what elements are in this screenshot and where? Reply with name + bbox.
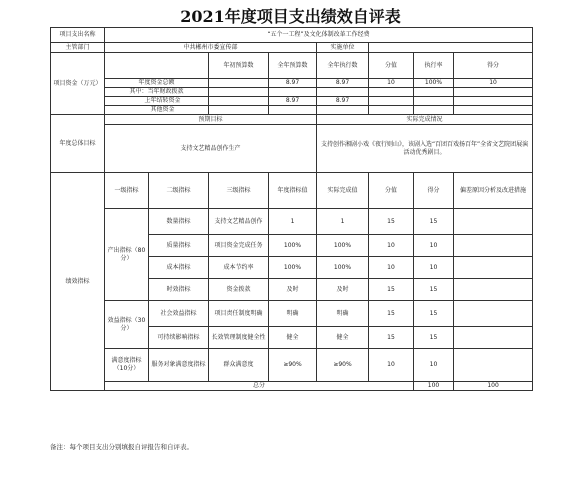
- perf-analysis: [454, 301, 533, 327]
- funds-row-initial: [209, 79, 269, 88]
- funds-header-initial: 年初预算数: [209, 53, 269, 79]
- perf-score: 10: [414, 349, 454, 382]
- evaluation-table: [50, 27, 533, 391]
- goals-header-row: [51, 115, 533, 125]
- funds-label: 项目资金（万元）: [51, 53, 105, 115]
- perf-header-l3: 三级指标: [209, 173, 269, 209]
- perf-header-l1: 一级指标: [105, 173, 149, 209]
- funds-row-rate: 100%: [414, 79, 454, 88]
- perf-l2: 社会效益指标: [149, 301, 209, 327]
- perf-l3: 长效管理制度健全性: [209, 327, 269, 349]
- perf-l2: 数量指标: [149, 209, 209, 235]
- impl-label: 实施单位: [317, 43, 369, 53]
- page-title: 2021年度项目支出绩效自评表: [180, 7, 401, 26]
- perf-l3: 项目责任制度明确: [209, 301, 269, 327]
- funds-row-name: 上年结转资金: [105, 97, 209, 106]
- funds-row-score: [454, 88, 533, 97]
- funds-row: [51, 97, 533, 106]
- perf-header-actual: 实际完成值: [317, 173, 369, 209]
- perf-analysis: [454, 257, 533, 279]
- perf-actual: 及时: [317, 279, 369, 301]
- perf-score: 15: [414, 209, 454, 235]
- funds-header-blank: [105, 53, 209, 79]
- funds-header-budget: 全年预算数: [269, 53, 317, 79]
- funds-row-budget: 8.97: [269, 79, 317, 88]
- perf-analysis: [454, 209, 533, 235]
- perf-target: 明确: [269, 301, 317, 327]
- funds-row-score: [454, 97, 533, 106]
- perf-analysis: [454, 349, 533, 382]
- perf-value: 15: [369, 279, 414, 301]
- goals-expected: 支持文艺精品创作生产: [105, 125, 317, 173]
- perf-l3: 支持文艺精品创作: [209, 209, 269, 235]
- perf-actual: ≥90%: [317, 349, 369, 382]
- funds-row-rate: [414, 106, 454, 115]
- funds-row-name: 年度资金总额: [105, 79, 209, 88]
- project-label: 项目支出名称: [51, 28, 105, 43]
- perf-header-l2: 二级指标: [149, 173, 209, 209]
- project-value: “五个一工程”及文化体制改革工作经费: [105, 28, 533, 43]
- goals-content-row: [51, 125, 533, 173]
- perf-group-satisfaction: 满意度指标（10分）: [105, 349, 149, 382]
- footnote: 备注：每个项目支出分别填报自评报告和自评表。: [50, 443, 193, 451]
- funds-row-exec: [317, 88, 369, 97]
- perf-value: 15: [369, 327, 414, 349]
- perf-score: 15: [414, 279, 454, 301]
- funds-header-exec: 全年执行数: [317, 53, 369, 79]
- perf-header-value: 分值: [369, 173, 414, 209]
- evaluation-table-frame: [50, 27, 532, 439]
- perf-target: 100%: [269, 235, 317, 257]
- perf-actual: 100%: [317, 235, 369, 257]
- funds-row-name: 其中：当年财政拨款: [105, 88, 209, 97]
- perf-header-score: 得分: [414, 173, 454, 209]
- perf-l3: 资金拨款: [209, 279, 269, 301]
- goals-label: 年度总体目标: [51, 115, 105, 173]
- funds-row-value: [369, 97, 414, 106]
- impl-value: [369, 43, 533, 53]
- perf-actual: 1: [317, 209, 369, 235]
- goals-actual-header: 实际完成情况: [317, 115, 533, 125]
- perf-score: 10: [414, 235, 454, 257]
- funds-row-rate: [414, 97, 454, 106]
- funds-row: [51, 106, 533, 115]
- perf-label: 绩效指标: [51, 173, 105, 391]
- perf-l3: 成本节约率: [209, 257, 269, 279]
- total-score: 100: [454, 382, 533, 391]
- funds-row-exec: 8.97: [317, 97, 369, 106]
- perf-target: ≥90%: [269, 349, 317, 382]
- perf-l2: 服务对象满意度指标: [149, 349, 209, 382]
- funds-row-value: [369, 88, 414, 97]
- funds-row: [51, 88, 533, 97]
- perf-value: 15: [369, 301, 414, 327]
- funds-header-rate: 执行率: [414, 53, 454, 79]
- goals-actual: 支持创作湘剧小戏《夜行则山》，该剧入选“百团百戏扬百年”全省文艺院团展演活动优秀剧目。: [317, 125, 533, 173]
- perf-l3: 项目资金完成任务: [209, 235, 269, 257]
- perf-actual: 明确: [317, 301, 369, 327]
- perf-l2: 时效指标: [149, 279, 209, 301]
- perf-l2: 可持续影响指标: [149, 327, 209, 349]
- perf-value: 10: [369, 257, 414, 279]
- perf-header-row: [51, 173, 533, 209]
- funds-row-initial: [209, 97, 269, 106]
- perf-header-analysis: 偏差原因分析及改进措施: [454, 173, 533, 209]
- perf-group-benefit: 效益指标（30分）: [105, 301, 149, 349]
- dept-row: [51, 43, 533, 53]
- funds-row-rate: [414, 88, 454, 97]
- perf-score: 15: [414, 301, 454, 327]
- total-label: 总分: [105, 382, 414, 391]
- perf-value: 15: [369, 209, 414, 235]
- total-value: 100: [414, 382, 454, 391]
- perf-actual: 100%: [317, 257, 369, 279]
- funds-header-score: 得分: [454, 53, 533, 79]
- perf-l3: 群众满意度: [209, 349, 269, 382]
- funds-header-value: 分值: [369, 53, 414, 79]
- funds-row-exec: [317, 106, 369, 115]
- perf-analysis: [454, 279, 533, 301]
- funds-row-exec: 8.97: [317, 79, 369, 88]
- perf-target: 100%: [269, 257, 317, 279]
- funds-row-score: 10: [454, 79, 533, 88]
- perf-row: [51, 301, 533, 327]
- funds-row-value: 10: [369, 79, 414, 88]
- project-row: [51, 28, 533, 43]
- funds-row-value: [369, 106, 414, 115]
- perf-l2: 质量指标: [149, 235, 209, 257]
- funds-header-row: [51, 53, 533, 79]
- perf-target: 健全: [269, 327, 317, 349]
- perf-group-output: 产出指标（80分）: [105, 209, 149, 301]
- perf-target: 及时: [269, 279, 317, 301]
- perf-score: 10: [414, 257, 454, 279]
- funds-row-initial: [209, 88, 269, 97]
- goals-expected-header: 预期目标: [105, 115, 317, 125]
- perf-analysis: [454, 327, 533, 349]
- total-row: [51, 382, 533, 391]
- funds-row-budget: [269, 88, 317, 97]
- funds-row-budget: 8.97: [269, 97, 317, 106]
- perf-analysis: [454, 235, 533, 257]
- perf-header-target: 年度指标值: [269, 173, 317, 209]
- perf-row: [51, 349, 533, 382]
- funds-row-name: 其他资金: [105, 106, 209, 115]
- perf-actual: 健全: [317, 327, 369, 349]
- perf-value: 10: [369, 349, 414, 382]
- perf-target: 1: [269, 209, 317, 235]
- dept-label: 主管部门: [51, 43, 105, 53]
- perf-l2: 成本指标: [149, 257, 209, 279]
- dept-value: 中共郴州市委宣传部: [105, 43, 317, 53]
- funds-row-initial: [209, 106, 269, 115]
- funds-row: [51, 79, 533, 88]
- perf-score: 15: [414, 327, 454, 349]
- funds-row-budget: [269, 106, 317, 115]
- perf-value: 10: [369, 235, 414, 257]
- funds-row-score: [454, 106, 533, 115]
- perf-row: [51, 209, 533, 235]
